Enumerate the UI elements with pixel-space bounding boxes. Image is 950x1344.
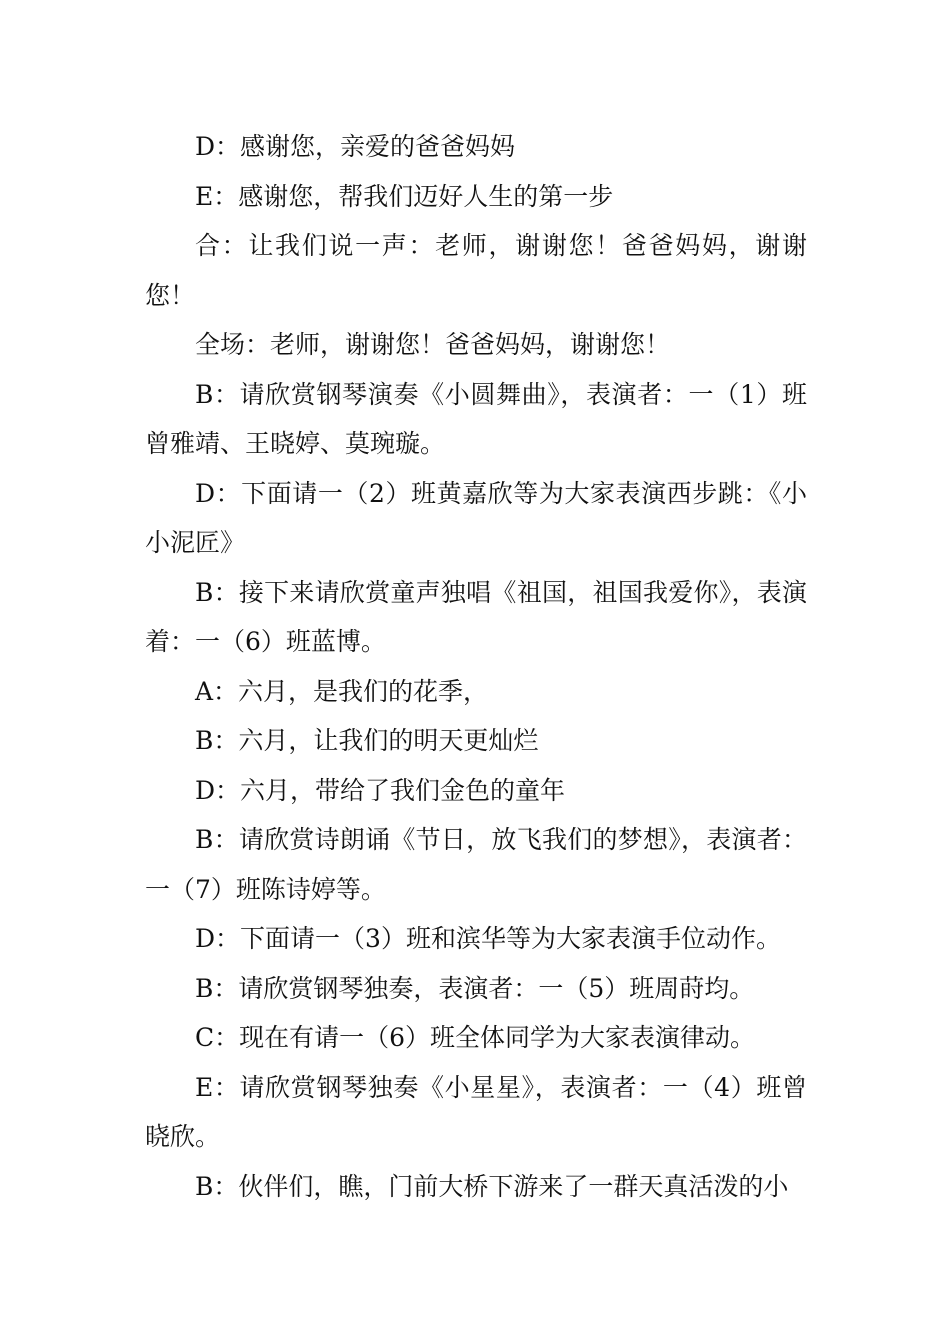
paragraph-7: B：接下来请欣赏童声独唱《祖国，祖国我爱你》，表演着：一（6）班蓝博。 (145, 577, 807, 656)
paragraph-8: A：六月，是我们的花季， (195, 676, 489, 706)
paragraph-6: D：下面请一（2）班黄嘉欣等为大家表演西步跳：《小小泥匠》 (145, 478, 807, 557)
paragraph-13: B：请欣赏钢琴独奏，表演者：一（5）班周莳均。 (195, 973, 755, 1003)
paragraph-14: C：现在有请一（6）班全体同学为大家表演律动。 (195, 1023, 756, 1052)
paragraph-1: D：感谢您，亲爱的爸爸妈妈 (195, 132, 516, 161)
paragraph-5: B：请欣赏钢琴演奏《小圆舞曲》，表演者：一（1）班曾雅靖、王晓婷、莫琬璇。 (145, 379, 807, 458)
paragraph-3: 合：让我们说一声：老师，谢谢您！爸爸妈妈，谢谢您！ (145, 231, 807, 310)
paragraph-15: E：请欣赏钢琴独奏《小星星》，表演者：一（4）班曾晓欣。 (145, 1072, 807, 1151)
paragraph-12: D：下面请一（3）班和滨华等为大家表演手位动作。 (195, 924, 781, 953)
paragraph-9: B：六月，让我们的明天更灿烂 (195, 726, 539, 755)
document-body (145, 122, 807, 1211)
paragraph-11: B：请欣赏诗朗诵《节日，放飞我们的梦想》，表演者：一（7）班陈诗婷等。 (145, 825, 807, 904)
paragraph-16: B：伙伴们，瞧，门前大桥下游来了一群天真活泼的小 (195, 1171, 789, 1201)
paragraph-4: 全场：老师，谢谢您！爸爸妈妈，谢谢您！ (195, 330, 671, 359)
paragraph-10: D：六月，带给了我们金色的童年 (195, 775, 566, 805)
paragraph-2: E：感谢您，帮我们迈好人生的第一步 (195, 181, 614, 211)
